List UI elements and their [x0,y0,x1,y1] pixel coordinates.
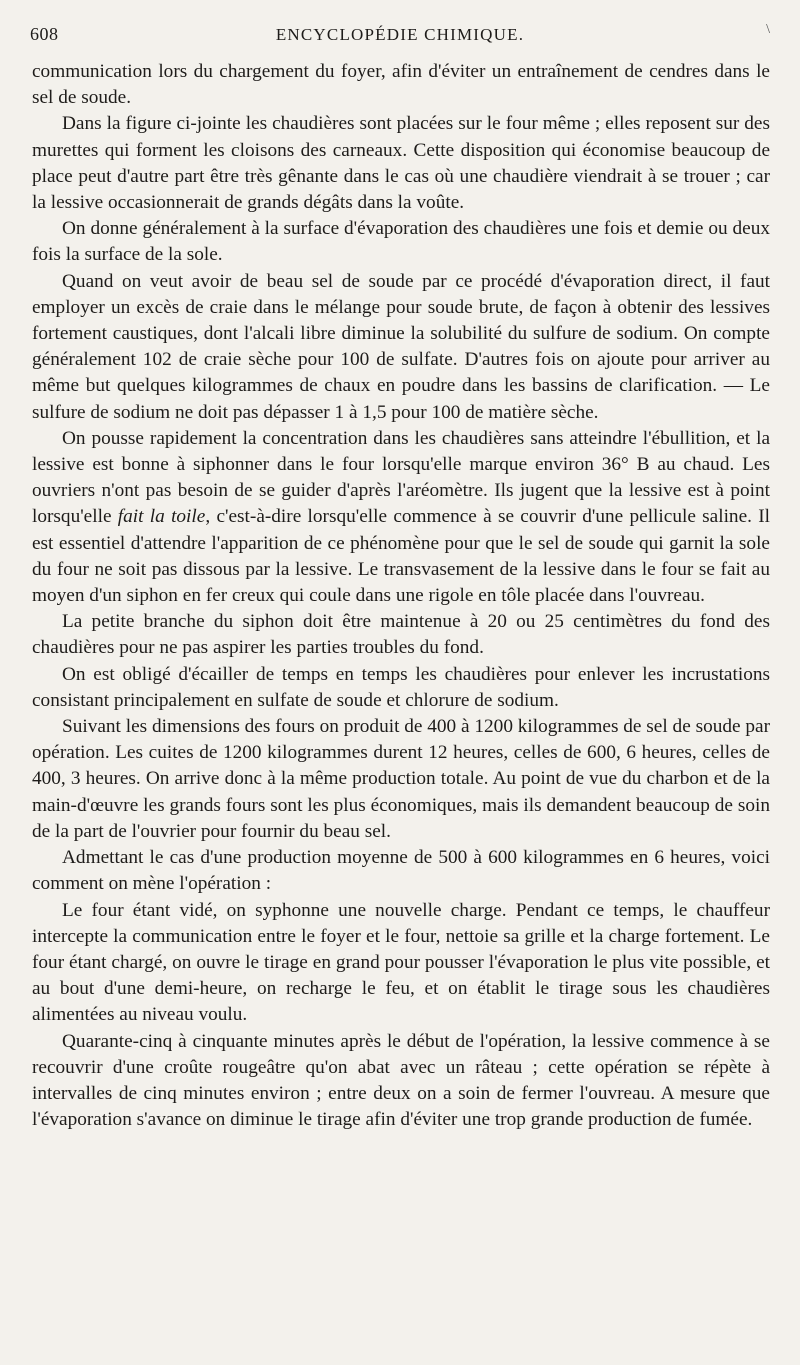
paragraph: On est obligé d'écailler de temps en temps les chaudières pour enlever les incrustations consistant principalement en sulfate de soude et chlorure de sodium. [32,663,770,711]
paragraph: La petite branche du siphon doit être maintenue à 20 ou 25 centimètres du fond des chaudières pour ne pas aspirer les parties troubles du fond. [32,611,770,659]
corner-mark: \ [766,22,770,37]
paragraph: Quand on veut avoir de beau sel de soude par ce procédé d'évaporation direct, il faut employer un excès de craie dans le mélange pour soude brute, de façon à obtenir des lessives fortement caustiques, dont l'alcali libre diminue la solubilité du sulfure de sodium. On compte généralement 102 de craie sèche pour 100 de sulfate. D'autres fois on ajoute pour arriver au même but quelques kilogrammes de chaux en poudre dans les bassins de clarification. — Le sulfure de sodium ne doit pas dépasser 1 à 1,5 pour 100 de matière sèche. [32,270,770,423]
body-text [32,59,770,1133]
paragraph-with-emphasis [32,426,770,609]
paragraph: Dans la figure ci-jointe les chaudières sont placées sur le four même ; elles reposent sur des murettes qui forment les cloisons des carneaux. Cette disposition qui économise beaucoup de place peut d'autre part être très gênante dans le cas où une chaudière viendrait à se trouer ; car la lessive occasionnerait de grands dégâts dans la voûte. [32,113,770,214]
running-title: ENCYCLOPÉDIE CHIMIQUE. [275,25,525,44]
paragraph: On donne généralement à la surface d'évaporation des chaudières une fois et demie ou deux fois la surface de la sole. [32,218,770,266]
emphasis-term: fait la toile [117,506,206,528]
paragraph: Quarante-cinq à cinquante minutes après le début de l'opération, la lessive commence à se recouvrir d'une croûte rougeâtre qu'on abat avec un râteau ; cette opération se répète à intervalles de cinq minutes environ ; entre deux on a soin de fermer l'ouvreau. A mesure que l'évaporation s'avance on diminue le tirage afin d'éviter une trop grande production de fumée. [32,1030,770,1131]
page-number: 608 [30,24,59,44]
paragraph-text-after: , c'est-à-dire lorsqu'elle commence à se couvrir d'une pellicule saline. Il est essentiel d'attendre l'apparition de ce phénomène pour que le sel de soude qui garnit la sole du four ne soit pas dissous par la lessive. Le transvasement de la lessive dans le four se fait au moyen d'un siphon en fer creux qui coule dans une rigole en tôle placée dans l'ouvreau. [32,506,771,607]
paragraph-text-before: On pousse rapidement la concentration dans les chaudières sans atteindre l'ébullition, et la lessive est bonne à siphonner dans le four lorsqu'elle marque environ 36° B au chaud. Les ouvriers n'ont pas besoin de se guider d'après l'aréomètre. Ils jugent que la lessive est à point lorsqu'elle [32,427,770,528]
paragraph: Admettant le cas d'une production moyenne de 500 à 600 kilogrammes en 6 heures, voici comment on mène l'opération : [32,847,770,895]
paragraph: Suivant les dimensions des fours on produit de 400 à 1200 kilogrammes de sel de soude par opération. Les cuites de 1200 kilogrammes durent 12 heures, celles de 600, 6 heures, celles de 400, 3 heures. On arrive donc à la même production totale. Au point de vue du charbon et de la main-d'œuvre les grands fours sont les plus économiques, mais ils demandent beaucoup de soin de la part de l'ouvrier pour fournir du beau sel. [32,716,770,842]
paragraph: Le four étant vidé, on syphonne une nouvelle charge. Pendant ce temps, le chauffeur intercepte la communication entre le foyer et le four, nettoie sa grille et la charge fortement. Le four étant chargé, on ouvre le tirage en grand pour pousser l'évaporation le plus vite possible, et au bout d'une demi-heure, on recharge le feu, et on établit le tirage sous les chaudières alimentées au niveau voulu. [32,899,770,1026]
paragraph-continued: communication lors du chargement du foyer, afin d'éviter un entraînement de cendres dans le sel de soude. [32,61,770,109]
page-header [30,24,770,50]
